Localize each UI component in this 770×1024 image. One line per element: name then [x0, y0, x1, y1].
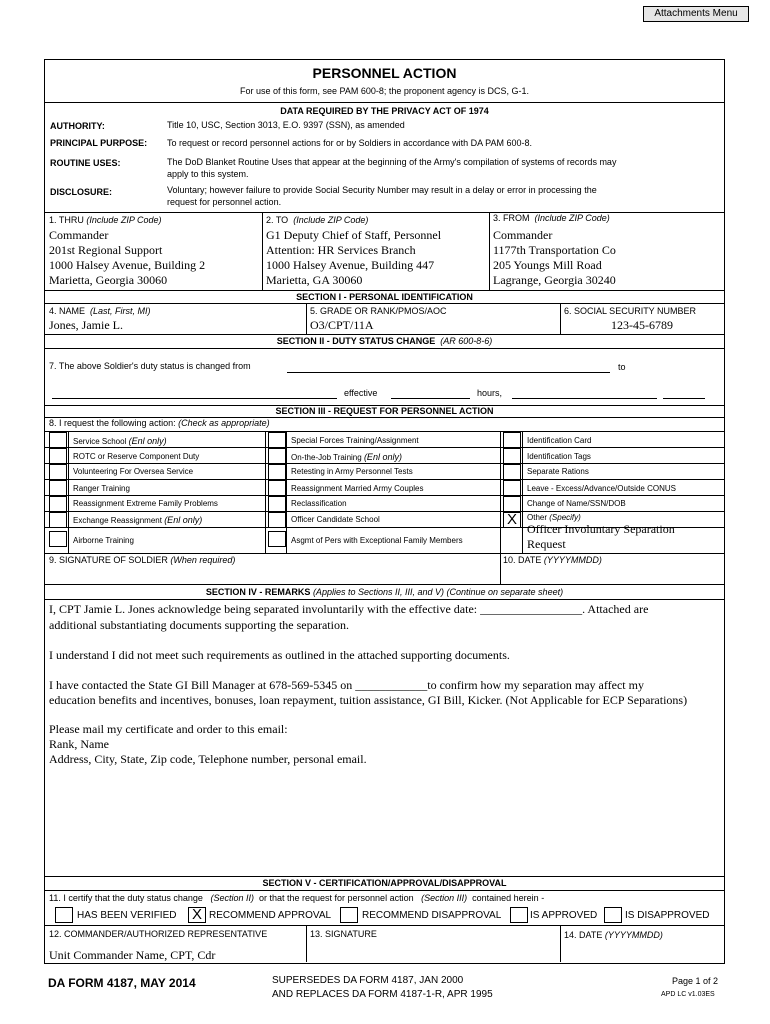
checkbox-married-couples[interactable]: [268, 480, 286, 496]
to-line-3[interactable]: 1000 Halsey Avenue, Building 447: [266, 258, 435, 272]
remarks-line-3[interactable]: I understand I did not meet such requirements as outlined in the attached supporting documents.: [49, 648, 510, 662]
from-line-1[interactable]: Commander: [493, 228, 553, 242]
grade-field[interactable]: O3/CPT/11A: [310, 318, 374, 332]
checkbox-exchange[interactable]: [49, 512, 67, 528]
duty-to-field[interactable]: [52, 398, 337, 399]
page-number: Page 1 of 2: [672, 976, 719, 986]
section1-heading: SECTION I - PERSONAL IDENTIFICATION: [296, 292, 473, 302]
name-label: 4. NAME (Last, First, MI): [49, 306, 151, 316]
supersedes-line-1: SUPERSEDES DA FORM 4187, JAN 2000: [272, 975, 464, 986]
thru-line-2[interactable]: 201st Regional Support: [49, 243, 163, 257]
disclosure-text-2: request for personnel action.: [167, 197, 282, 207]
section2-heading: SECTION II - DUTY STATUS CHANGE (AR 600-8-6): [276, 336, 493, 346]
item-efmp: Asgmt of Pers with Exceptional Family Members: [291, 536, 463, 545]
remarks-line-2[interactable]: additional substantiating documents supporting the separation.: [49, 618, 349, 632]
remarks-line-1[interactable]: I, CPT Jamie L. Jones acknowledge being separated involuntarily with the effective date: _________________. Attached are: [49, 602, 649, 616]
item-oversea: Volunteering For Oversea Service: [73, 467, 194, 476]
checkbox-is-approved[interactable]: [510, 907, 528, 923]
item-ranger: Ranger Training: [73, 484, 130, 493]
remarks-line-6[interactable]: Please mail my certificate and order to this email:: [49, 722, 288, 736]
item-retesting: Retesting in Army Personnel Tests: [291, 467, 413, 476]
disclosure-text-1: Voluntary; however failure to provide Social Security Number may result in a delay or error in processing the: [167, 185, 597, 195]
grade-label: 5. GRADE OR RANK/PMOS/AOC: [310, 306, 447, 316]
soldier-signature-label: 9. SIGNATURE OF SOLDIER (When required): [49, 555, 236, 565]
checkbox-efmp[interactable]: [268, 531, 286, 547]
effective-date-field[interactable]: [391, 398, 470, 399]
item-reassign-extreme: Reassignment Extreme Family Problems: [73, 499, 218, 508]
thru-line-3[interactable]: 1000 Halsey Avenue, Building 2: [49, 258, 206, 272]
form-id: DA FORM 4187, MAY 2014: [48, 976, 196, 990]
attachments-menu-button[interactable]: Attachments Menu: [643, 6, 749, 22]
version-tag: APD LC v1.03ES: [661, 991, 715, 998]
checkbox-service-school[interactable]: [49, 432, 67, 448]
ssn-field[interactable]: 123-45-6789: [611, 318, 673, 332]
item-leave: Leave - Excess/Advance/Outside CONUS: [527, 484, 676, 493]
purpose-label: PRINCIPAL PURPOSE:: [50, 138, 148, 148]
checkbox-name-change[interactable]: [503, 496, 521, 512]
section3-heading: SECTION III - REQUEST FOR PERSONNEL ACTION: [275, 406, 494, 416]
checkbox-airborne[interactable]: [49, 531, 67, 547]
section4-heading: SECTION IV - REMARKS (Applies to Sections II, III, and V) (Continue on separate sheet): [205, 587, 564, 597]
remarks-line-8[interactable]: Address, City, State, Zip code, Telephone number, personal email.: [49, 752, 367, 766]
opt-verified-label: HAS BEEN VERIFIED: [77, 910, 177, 921]
checkbox-other[interactable]: [503, 512, 521, 528]
supersedes-line-2: AND REPLACES DA FORM 4187-1-R, APR 1995: [272, 989, 493, 1000]
remarks-line-4[interactable]: I have contacted the State GI Bill Manager at 678-569-5345 on ____________to confirm how my separation may affect my: [49, 678, 644, 692]
item-id-tags: Identification Tags: [527, 452, 591, 461]
x-mark-icon: X: [506, 511, 517, 528]
item-id-card: Identification Card: [527, 436, 592, 445]
opt-disapproval-label: RECOMMEND DISAPPROVAL: [362, 910, 502, 921]
checkbox-id-card[interactable]: [503, 432, 521, 448]
checkbox-ranger[interactable]: [49, 480, 67, 496]
checkbox-ocs[interactable]: [268, 512, 286, 528]
routine-label: ROUTINE USES:: [50, 158, 121, 168]
commander-label: 12. COMMANDER/AUTHORIZED REPRESENTATIVE: [49, 929, 268, 939]
checkbox-oversea[interactable]: [49, 464, 67, 480]
item-ojt: On-the-Job Training (Enl only): [291, 452, 402, 462]
checkbox-id-tags[interactable]: [503, 448, 521, 464]
from-label: 3. FROM (Include ZIP Code): [493, 213, 610, 223]
checkbox-is-disapproved[interactable]: [604, 907, 622, 923]
item-service-school: Service School (Enl only): [73, 436, 167, 446]
item-special-forces: Special Forces Training/Assignment: [291, 436, 419, 445]
disclosure-label: DISCLOSURE:: [50, 187, 113, 197]
checkbox-has-been-verified[interactable]: [55, 907, 73, 923]
routine-text-1: The DoD Blanket Routine Uses that appear at the beginning of the Army's compilation of systems of records may: [167, 157, 617, 167]
certify-line: 11. I certify that the duty status change (Section II) or that the request for personnel action (Section III) contained herein -: [49, 893, 545, 903]
thru-line-4[interactable]: Marietta, Georgia 30060: [49, 273, 168, 287]
authority-text: Title 10, USC, Section 3013, E.O. 9397 (SSN), as amended: [167, 120, 405, 130]
to-label: 2. TO (Include ZIP Code): [266, 215, 369, 225]
effective-word: effective: [344, 388, 378, 398]
form-title: PERSONNEL ACTION: [312, 65, 457, 81]
checkbox-recommend-disapproval[interactable]: [340, 907, 358, 923]
x-mark-icon: X: [191, 906, 202, 923]
duty-to-word: to: [618, 362, 626, 372]
name-field[interactable]: Jones, Jamie L.: [49, 318, 123, 332]
to-line-1[interactable]: G1 Deputy Chief of Staff, Personnel: [266, 228, 442, 242]
authority-label: AUTHORITY:: [50, 121, 105, 131]
item-rotc: ROTC or Reserve Component Duty: [73, 452, 200, 461]
from-line-3[interactable]: 205 Youngs Mill Road: [493, 258, 602, 272]
item-reclassification: Reclassification: [291, 499, 347, 508]
checkbox-recommend-approval[interactable]: [188, 907, 206, 923]
item-name-change: Change of Name/SSN/DOB: [527, 499, 626, 508]
opt-recommend-label: RECOMMEND APPROVAL: [209, 910, 332, 921]
other-specify-line-1[interactable]: Officer Involuntary Separation: [527, 522, 675, 536]
checkbox-retesting[interactable]: [268, 464, 286, 480]
form-subtitle: For use of this form, see PAM 600-8; the proponent agency is DCS, G-1.: [240, 86, 529, 96]
item-exchange: Exchange Reassignment (Enl only): [73, 515, 203, 525]
checkbox-reclassification[interactable]: [268, 496, 286, 512]
from-line-2[interactable]: 1177th Transportation Co: [493, 243, 616, 257]
duty-from-field[interactable]: [287, 372, 610, 373]
soldier-date-label: 10. DATE (YYYYMMDD): [503, 555, 602, 565]
item-airborne: Airborne Training: [73, 536, 134, 545]
from-line-4[interactable]: Lagrange, Georgia 30240: [493, 273, 616, 287]
routine-text-2: apply to this system.: [167, 169, 249, 179]
duty-status-text: 7. The above Soldier's duty status is changed from: [49, 361, 251, 371]
checkbox-leave[interactable]: [503, 480, 521, 496]
section5-heading: SECTION V - CERTIFICATION/APPROVAL/DISAPPROVAL: [262, 878, 507, 888]
item-married-couples: Reassignment Married Army Couples: [291, 484, 424, 493]
hours-word: hours,: [477, 388, 503, 398]
thru-line-1[interactable]: Commander: [49, 228, 109, 242]
ssn-label: 6. SOCIAL SECURITY NUMBER: [564, 306, 697, 316]
request-line: 8. I request the following action: (Check as appropriate): [49, 418, 270, 428]
checkbox-ojt[interactable]: [268, 448, 286, 464]
to-line-4[interactable]: Marietta, GA 30060: [266, 273, 363, 287]
purpose-text: To request or record personnel actions for or by Soldiers in accordance with DA PAM 600-8.: [167, 138, 533, 148]
checkbox-reassign-extreme[interactable]: [49, 496, 67, 512]
date-label: 14. DATE (YYYYMMDD): [564, 930, 663, 940]
item-ocs: Officer Candidate School: [291, 515, 380, 524]
checkbox-rations[interactable]: [503, 464, 521, 480]
signature-label: 13. SIGNATURE: [310, 929, 377, 939]
remarks-line-5[interactable]: education benefits and incentives, bonuses, loan repayment, tuition assistance, GI Bill, Kicker. (Not Applicable for ECP Separations): [49, 693, 688, 707]
opt-approved-label: IS APPROVED: [530, 910, 598, 921]
to-line-2[interactable]: Attention: HR Services Branch: [266, 243, 416, 257]
opt-disapproved-label: IS DISAPPROVED: [625, 910, 710, 921]
thru-label: 1. THRU (Include ZIP Code): [49, 215, 162, 225]
item-other: Other (Specify): [527, 513, 581, 522]
item-rations: Separate Rations: [527, 467, 589, 476]
checkbox-rotc[interactable]: [49, 448, 67, 464]
commander-field[interactable]: Unit Commander Name, CPT, Cdr: [49, 948, 216, 962]
other-specify-line-2[interactable]: Request: [527, 537, 566, 551]
remarks-line-7[interactable]: Rank, Name: [49, 737, 109, 751]
privacy-heading: DATA REQUIRED BY THE PRIVACY ACT OF 1974: [280, 106, 489, 116]
checkbox-special-forces[interactable]: [268, 432, 286, 448]
hours-field[interactable]: [512, 398, 657, 399]
